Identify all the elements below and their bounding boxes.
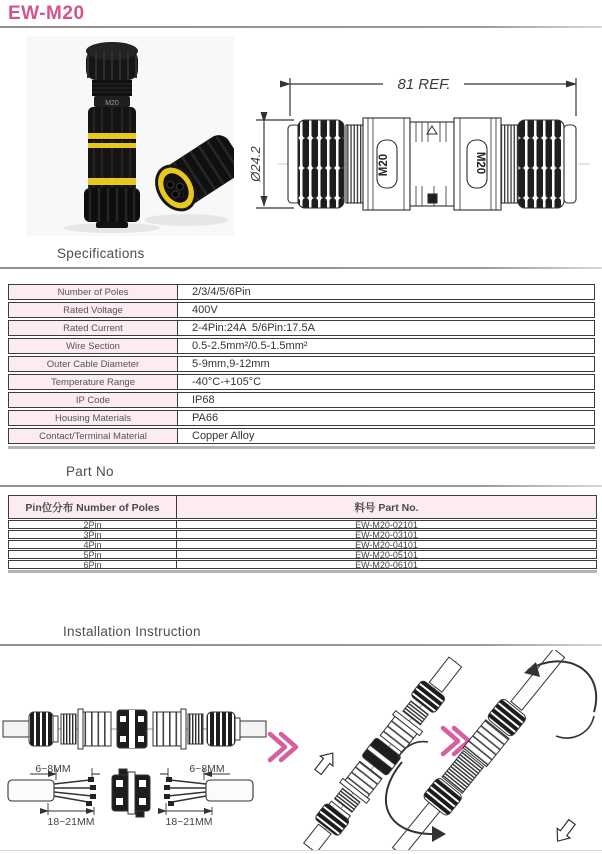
part-poles-cell: 6Pin — [8, 560, 177, 569]
spec-label: Number of Poles — [8, 284, 178, 300]
strip-dim-right: 6~8MM — [189, 763, 225, 775]
exploded-view-horizontal — [3, 709, 266, 749]
part-poles-cell: 5Pin — [8, 550, 177, 559]
part-number-cell: EW-M20-04101 — [177, 540, 597, 549]
spec-value: Copper Alloy — [178, 428, 595, 444]
spec-label: Temperature Range — [8, 374, 178, 390]
spec-row — [8, 374, 595, 390]
specifications-divider — [0, 267, 602, 269]
part-table-body — [8, 520, 597, 569]
photo-gland-label: M20 — [105, 100, 119, 107]
title-divider — [0, 26, 602, 28]
part-col-partno: 料号 Part No. — [177, 495, 597, 519]
part-row — [8, 540, 597, 549]
page-bottom-divider — [0, 850, 602, 851]
drawing-gland-label-right: M20 — [474, 151, 486, 175]
part-row — [8, 530, 597, 539]
spec-value: 400V — [178, 302, 595, 318]
part-poles-cell: 2Pin — [8, 520, 177, 529]
length-dimension: 81 REF. — [397, 76, 451, 93]
part-table — [8, 495, 597, 573]
spec-row — [8, 410, 595, 426]
spec-value: PA66 — [178, 410, 595, 426]
part-col-poles: Pin位分布 Number of Poles — [8, 495, 177, 519]
spec-row — [8, 302, 595, 318]
installation-diagram — [0, 650, 602, 850]
spec-label: Contact/Terminal Material — [8, 428, 178, 444]
spec-row — [8, 356, 595, 372]
part-number-cell: EW-M20-03101 — [177, 530, 597, 539]
diameter-dimension: Ø24.2 — [248, 146, 263, 182]
assembled-connector — [386, 650, 572, 850]
part-no-divider — [0, 485, 602, 487]
spec-value: 2-4Pin:24A 5/6Pin:17.5A — [178, 320, 595, 336]
part-row — [8, 550, 597, 559]
part-no-heading: Part No — [66, 464, 114, 479]
spec-row — [8, 284, 595, 300]
spec-row — [8, 428, 595, 444]
spec-value: -40°C-+105°C — [178, 374, 595, 390]
exploded-view-diagonal — [297, 650, 470, 850]
jacket-dim-right: 18~21MM — [165, 816, 213, 828]
spec-row — [8, 320, 595, 336]
rotation-arrow-top — [524, 661, 596, 738]
spec-table — [8, 284, 595, 449]
spec-row — [8, 392, 595, 408]
spec-value: 2/3/4/5/6Pin — [178, 284, 595, 300]
drawing-gland-label-left: M20 — [378, 153, 390, 177]
page-title: EW-M20 — [8, 3, 85, 24]
chevron-arrow-2 — [443, 728, 469, 754]
chevron-arrow-1 — [270, 734, 296, 760]
spec-label: Housing Materials — [8, 410, 178, 426]
stripped-cable-right — [160, 768, 253, 815]
part-number-cell: EW-M20-05101 — [177, 550, 597, 559]
part-poles-cell: 4Pin — [8, 540, 177, 549]
connector-upright — [84, 42, 140, 228]
part-number-cell: EW-M20-06101 — [177, 560, 597, 569]
part-table-shadow — [8, 570, 597, 573]
terminal-block — [112, 769, 150, 817]
strip-dim-left: 6~8MM — [35, 763, 71, 775]
direction-arrow — [312, 748, 339, 777]
spec-row — [8, 338, 595, 354]
spec-value: 0.5-2.5mm²/0.5-1.5mm² — [178, 338, 595, 354]
installation-heading: Installation Instruction — [63, 624, 201, 639]
jacket-dim-left: 18~21MM — [47, 816, 95, 828]
installation-divider — [0, 644, 602, 646]
stripped-cable-left — [8, 768, 100, 815]
direction-arrow-2 — [551, 817, 578, 846]
spec-value: 5-9mm,9-12mm — [178, 356, 595, 372]
spec-label: Wire Section — [8, 338, 178, 354]
spec-label: Rated Voltage — [8, 302, 178, 318]
spec-table-shadow — [8, 446, 595, 449]
spec-label: IP Code — [8, 392, 178, 408]
product-photo — [26, 36, 234, 242]
part-number-cell: EW-M20-02101 — [177, 520, 597, 529]
spec-value: IP68 — [178, 392, 595, 408]
part-row — [8, 520, 597, 529]
part-table-header — [8, 495, 597, 519]
part-row — [8, 560, 597, 569]
part-poles-cell: 3Pin — [8, 530, 177, 539]
spec-label: Outer Cable Diameter — [8, 356, 178, 372]
technical-drawing — [248, 48, 600, 234]
specifications-heading: Specifications — [57, 246, 145, 261]
spec-label: Rated Current — [8, 320, 178, 336]
